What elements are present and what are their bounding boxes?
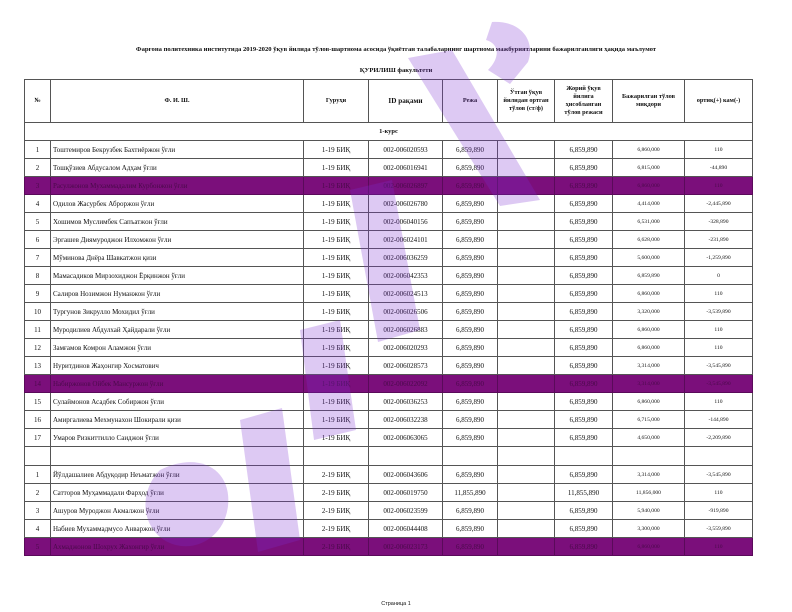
cell-num: 1 xyxy=(25,466,51,484)
cell-num: 14 xyxy=(25,375,51,393)
cell-current: 6,859,890 xyxy=(555,213,613,231)
cell-name: Сулаймонов Асадбек Собиржон ўғли xyxy=(51,393,304,411)
cell-id: 002-006026506 xyxy=(369,303,443,321)
cell-num: 8 xyxy=(25,267,51,285)
cell-id: 002-006024101 xyxy=(369,231,443,249)
cell-group: 1-19 БИҚ xyxy=(304,339,369,357)
cell-name: Сатторов Муҳаммадали Фарҳод ўғли xyxy=(51,484,304,502)
cell-plan: 6,859,890 xyxy=(443,285,498,303)
cell-diff: -231,890 xyxy=(685,231,753,249)
cell-group: 2-19 БИҚ xyxy=(304,484,369,502)
cell-prev xyxy=(498,393,555,411)
cell-current: 6,859,890 xyxy=(555,195,613,213)
cell-diff: -919,890 xyxy=(685,502,753,520)
cell-group: 1-19 БИҚ xyxy=(304,375,369,393)
cell-id: 002-006022092 xyxy=(369,375,443,393)
cell-diff: 110 xyxy=(685,141,753,159)
cell-id: 002-006032238 xyxy=(369,411,443,429)
cell-prev xyxy=(498,213,555,231)
cell-diff: 110 xyxy=(685,538,753,556)
cell-paid: 6,860,000 xyxy=(613,393,685,411)
table-row xyxy=(25,321,753,339)
cell-current: 6,859,890 xyxy=(555,249,613,267)
cell-id: 002-006026883 xyxy=(369,321,443,339)
empty-cell xyxy=(51,447,304,466)
cell-group: 1-19 БИҚ xyxy=(304,357,369,375)
table-row xyxy=(25,267,753,285)
page-footer: Страница 1 xyxy=(381,601,411,607)
table-row xyxy=(25,303,753,321)
cell-paid: 4,414,000 xyxy=(613,195,685,213)
table-row xyxy=(25,231,753,249)
cell-name: Нуритдинов Жаҳонгир Хосматович xyxy=(51,357,304,375)
table-row xyxy=(25,393,753,411)
cell-num: 10 xyxy=(25,303,51,321)
cell-plan: 6,859,890 xyxy=(443,177,498,195)
cell-num: 2 xyxy=(25,159,51,177)
cell-plan: 6,859,890 xyxy=(443,520,498,538)
cell-name: Тошқўзиев Абдусалом Адҳам ўғли xyxy=(51,159,304,177)
cell-diff: 110 xyxy=(685,339,753,357)
cell-name: Муродилиев Абдулхай Ҳайдарали ўғли xyxy=(51,321,304,339)
header-current: Жорий ўқув йилига ҳисобланган тўлов режаси xyxy=(555,80,613,123)
cell-plan: 6,859,890 xyxy=(443,321,498,339)
cell-paid: 11,856,000 xyxy=(613,484,685,502)
cell-paid: 6,531,000 xyxy=(613,213,685,231)
table-row xyxy=(25,213,753,231)
cell-group: 1-19 БИҚ xyxy=(304,195,369,213)
document-title: Фарғона политехника институтида 2019-2020 ўқув йилида тўлов-шартнома асосида ўқиётган талабаларнинг шартнома мажбуриятларини бажарилганлиги ҳақида маълумот xyxy=(135,46,657,53)
cell-name: Йўлдашалиев Абдуқодир Неъматжон ўғли xyxy=(51,466,304,484)
cell-name: Тургунов Зикрулло Мохидил ўғли xyxy=(51,303,304,321)
cell-plan: 6,859,890 xyxy=(443,231,498,249)
cell-prev xyxy=(498,429,555,447)
cell-name: Хошимов Муслимбек Сапъатжон ўғли xyxy=(51,213,304,231)
table-row xyxy=(25,538,753,556)
cell-paid: 6,860,000 xyxy=(613,339,685,357)
cell-plan: 6,859,890 xyxy=(443,195,498,213)
cell-current: 6,859,890 xyxy=(555,303,613,321)
cell-name: Замғамов Комрон Аламжон ўғли xyxy=(51,339,304,357)
header-id: ID рақами xyxy=(369,80,443,123)
cell-prev xyxy=(498,321,555,339)
cell-id: 002-006023173 xyxy=(369,538,443,556)
cell-diff: -1,259,890 xyxy=(685,249,753,267)
cell-plan: 6,859,890 xyxy=(443,267,498,285)
cell-group: 1-19 БИҚ xyxy=(304,285,369,303)
cell-id: 002-006023599 xyxy=(369,502,443,520)
cell-current: 6,859,890 xyxy=(555,393,613,411)
empty-cell xyxy=(613,447,685,466)
cell-num: 3 xyxy=(25,177,51,195)
cell-group: 1-19 БИҚ xyxy=(304,321,369,339)
cell-id: 002-006040156 xyxy=(369,213,443,231)
cell-diff: -3,545,890 xyxy=(685,375,753,393)
cell-prev xyxy=(498,231,555,249)
table-row xyxy=(25,375,753,393)
cell-name: Эргашев Диямуроджон Илхомжон ўғли xyxy=(51,231,304,249)
empty-cell xyxy=(498,447,555,466)
empty-cell xyxy=(369,447,443,466)
cell-group: 1-19 БИҚ xyxy=(304,267,369,285)
cell-group: 1-19 БИҚ xyxy=(304,159,369,177)
table-row xyxy=(25,195,753,213)
cell-current: 6,859,890 xyxy=(555,429,613,447)
cell-diff: -44,890 xyxy=(685,159,753,177)
cell-plan: 6,859,890 xyxy=(443,393,498,411)
cell-id: 002-006063065 xyxy=(369,429,443,447)
cell-paid: 6,860,000 xyxy=(613,285,685,303)
cell-name: Амиргалиева Мехмунахон Шокирали қизи xyxy=(51,411,304,429)
header-prev: Ўтган ўқув йилидан ортган тўлов (ст/ф) xyxy=(498,80,555,123)
cell-paid: 5,600,000 xyxy=(613,249,685,267)
cell-prev xyxy=(498,249,555,267)
table-row xyxy=(25,411,753,429)
cell-current: 6,859,890 xyxy=(555,267,613,285)
cell-prev xyxy=(498,484,555,502)
cell-diff: -2,445,890 xyxy=(685,195,753,213)
cell-prev xyxy=(498,502,555,520)
table-row xyxy=(25,357,753,375)
cell-diff: -3,559,890 xyxy=(685,520,753,538)
cell-prev xyxy=(498,520,555,538)
header-group: Гуруҳи xyxy=(304,80,369,123)
cell-diff: -328,890 xyxy=(685,213,753,231)
cell-name: Набиев Мухаммадмусо Анваржон ўғли xyxy=(51,520,304,538)
cell-num: 5 xyxy=(25,213,51,231)
cell-name: Тоштемиров Бекрузбек Бахтиёржон ўғли xyxy=(51,141,304,159)
cell-prev xyxy=(498,141,555,159)
cell-id: 002-006020593 xyxy=(369,141,443,159)
cell-current: 11,855,890 xyxy=(555,484,613,502)
cell-current: 6,859,890 xyxy=(555,177,613,195)
cell-diff: -3,545,890 xyxy=(685,357,753,375)
cell-paid: 6,860,000 xyxy=(613,177,685,195)
cell-paid: 3,314,000 xyxy=(613,375,685,393)
cell-group: 2-19 БИҚ xyxy=(304,502,369,520)
cell-plan: 6,859,890 xyxy=(443,502,498,520)
cell-id: 002-006043606 xyxy=(369,466,443,484)
course-row xyxy=(25,123,753,141)
cell-paid: 3,314,000 xyxy=(613,357,685,375)
cell-diff: 110 xyxy=(685,484,753,502)
empty-cell xyxy=(443,447,498,466)
cell-name: Расулжонов Мухаммадалим Курбонжон ўғли xyxy=(51,177,304,195)
cell-paid: 4,650,000 xyxy=(613,429,685,447)
cell-diff: -3,539,890 xyxy=(685,303,753,321)
cell-num: 7 xyxy=(25,249,51,267)
cell-num: 9 xyxy=(25,285,51,303)
cell-diff: 110 xyxy=(685,393,753,411)
header-fio: Ф. И. Ш. xyxy=(51,80,304,123)
cell-id: 002-006042353 xyxy=(369,267,443,285)
cell-group: 1-19 БИҚ xyxy=(304,141,369,159)
cell-paid: 3,314,000 xyxy=(613,466,685,484)
cell-current: 6,859,890 xyxy=(555,231,613,249)
cell-diff: 110 xyxy=(685,177,753,195)
cell-num: 12 xyxy=(25,339,51,357)
cell-name: Салиров Нозимжон Нуманжон ўғли xyxy=(51,285,304,303)
cell-name: Набиржонов Ойбек Мансуржон ўғли xyxy=(51,375,304,393)
cell-id: 002-006020293 xyxy=(369,339,443,357)
cell-group: 1-19 БИҚ xyxy=(304,213,369,231)
cell-prev xyxy=(498,195,555,213)
cell-group: 1-19 БИҚ xyxy=(304,429,369,447)
cell-group: 2-19 БИҚ xyxy=(304,520,369,538)
table-row xyxy=(25,484,753,502)
cell-diff: -2,209,890 xyxy=(685,429,753,447)
cell-id: 002-006024513 xyxy=(369,285,443,303)
cell-current: 6,859,890 xyxy=(555,285,613,303)
cell-group: 2-19 БИҚ xyxy=(304,466,369,484)
cell-current: 6,859,890 xyxy=(555,375,613,393)
cell-paid: 6,860,000 xyxy=(613,141,685,159)
cell-current: 6,859,890 xyxy=(555,502,613,520)
cell-id: 002-006026897 xyxy=(369,177,443,195)
cell-num: 3 xyxy=(25,502,51,520)
cell-plan: 6,859,890 xyxy=(443,429,498,447)
cell-id: 002-006016941 xyxy=(369,159,443,177)
table-row xyxy=(25,159,753,177)
cell-id: 002-006028573 xyxy=(369,357,443,375)
table-row xyxy=(25,502,753,520)
cell-name: Мўминова Днёра Шавкатжон қизи xyxy=(51,249,304,267)
cell-paid: 6,715,000 xyxy=(613,411,685,429)
cell-current: 6,859,890 xyxy=(555,357,613,375)
spacer-row xyxy=(25,447,753,466)
header-num: № xyxy=(25,80,51,123)
cell-plan: 6,859,890 xyxy=(443,357,498,375)
payments-table xyxy=(24,79,753,556)
cell-current: 6,859,890 xyxy=(555,538,613,556)
empty-cell xyxy=(25,447,51,466)
cell-name: Ашуров Муроджон Акмалжон ўғли xyxy=(51,502,304,520)
cell-group: 1-19 БИҚ xyxy=(304,393,369,411)
cell-current: 6,859,890 xyxy=(555,411,613,429)
cell-paid: 3,300,000 xyxy=(613,520,685,538)
cell-current: 6,859,890 xyxy=(555,159,613,177)
cell-current: 6,859,890 xyxy=(555,339,613,357)
cell-num: 4 xyxy=(25,520,51,538)
cell-plan: 6,859,890 xyxy=(443,375,498,393)
cell-plan: 6,859,890 xyxy=(443,159,498,177)
cell-diff: -3,545,890 xyxy=(685,466,753,484)
cell-id: 002-006044408 xyxy=(369,520,443,538)
faculty-heading: ҚУРИЛИШ факультети xyxy=(359,67,433,74)
table-row xyxy=(25,141,753,159)
cell-group: 2-19 БИҚ xyxy=(304,538,369,556)
empty-cell xyxy=(685,447,753,466)
cell-plan: 6,859,890 xyxy=(443,411,498,429)
cell-num: 6 xyxy=(25,231,51,249)
cell-diff: -144,890 xyxy=(685,411,753,429)
cell-num: 17 xyxy=(25,429,51,447)
cell-group: 1-19 БИҚ xyxy=(304,231,369,249)
cell-paid: 6,628,000 xyxy=(613,231,685,249)
cell-id: 002-006036253 xyxy=(369,393,443,411)
cell-paid: 6,815,000 xyxy=(613,159,685,177)
header-plan: Режа xyxy=(443,80,498,123)
cell-prev xyxy=(498,339,555,357)
cell-prev xyxy=(498,267,555,285)
cell-name: Одилов Жасурбек Аброржон ўғли xyxy=(51,195,304,213)
cell-prev xyxy=(498,303,555,321)
cell-plan: 6,859,890 xyxy=(443,141,498,159)
cell-plan: 6,859,890 xyxy=(443,303,498,321)
cell-paid: 6,860,000 xyxy=(613,538,685,556)
cell-num: 4 xyxy=(25,195,51,213)
empty-cell xyxy=(304,447,369,466)
cell-group: 1-19 БИҚ xyxy=(304,303,369,321)
cell-prev xyxy=(498,357,555,375)
cell-num: 15 xyxy=(25,393,51,411)
cell-num: 2 xyxy=(25,484,51,502)
cell-group: 1-19 БИҚ xyxy=(304,177,369,195)
empty-cell xyxy=(555,447,613,466)
cell-prev xyxy=(498,466,555,484)
cell-diff: 0 xyxy=(685,267,753,285)
cell-id: 002-006019750 xyxy=(369,484,443,502)
cell-current: 6,859,890 xyxy=(555,321,613,339)
cell-name: Мамасадиков Мирзохиджон Ёрқинжон ўғли xyxy=(51,267,304,285)
cell-num: 13 xyxy=(25,357,51,375)
cell-plan: 6,859,890 xyxy=(443,339,498,357)
cell-plan: 6,859,890 xyxy=(443,213,498,231)
cell-prev xyxy=(498,411,555,429)
cell-diff: 110 xyxy=(685,285,753,303)
cell-paid: 6,859,890 xyxy=(613,267,685,285)
cell-num: 16 xyxy=(25,411,51,429)
table-row xyxy=(25,285,753,303)
cell-num: 5 xyxy=(25,538,51,556)
cell-prev xyxy=(498,538,555,556)
cell-num: 11 xyxy=(25,321,51,339)
table-row xyxy=(25,339,753,357)
cell-current: 6,859,890 xyxy=(555,466,613,484)
cell-id: 002-006036259 xyxy=(369,249,443,267)
cell-group: 1-19 БИҚ xyxy=(304,249,369,267)
cell-num: 1 xyxy=(25,141,51,159)
cell-paid: 5,940,000 xyxy=(613,502,685,520)
cell-plan: 11,855,890 xyxy=(443,484,498,502)
table-row xyxy=(25,466,753,484)
table-row xyxy=(25,520,753,538)
cell-prev xyxy=(498,285,555,303)
cell-current: 6,859,890 xyxy=(555,520,613,538)
cell-diff: 110 xyxy=(685,321,753,339)
course-label: 1-курс xyxy=(25,123,753,141)
table-row xyxy=(25,249,753,267)
table-row xyxy=(25,429,753,447)
cell-id: 002-006026780 xyxy=(369,195,443,213)
cell-prev xyxy=(498,177,555,195)
cell-group: 1-19 БИҚ xyxy=(304,411,369,429)
cell-prev xyxy=(498,159,555,177)
cell-current: 6,859,890 xyxy=(555,141,613,159)
header-diff: ортиқ(+) кам(-) xyxy=(685,80,753,123)
table-row xyxy=(25,177,753,195)
cell-paid: 3,320,000 xyxy=(613,303,685,321)
cell-plan: 6,859,890 xyxy=(443,538,498,556)
cell-plan: 6,859,890 xyxy=(443,249,498,267)
cell-prev xyxy=(498,375,555,393)
cell-plan: 6,859,890 xyxy=(443,466,498,484)
cell-paid: 6,860,000 xyxy=(613,321,685,339)
table-header-row xyxy=(25,80,753,123)
cell-name: Умаров Ризкиттилло Саиджон ўғли xyxy=(51,429,304,447)
header-paid: Бажарилган тўлов миқдори xyxy=(613,80,685,123)
cell-name: Ахмаджонов Шохрух Жахонгир ўғли xyxy=(51,538,304,556)
